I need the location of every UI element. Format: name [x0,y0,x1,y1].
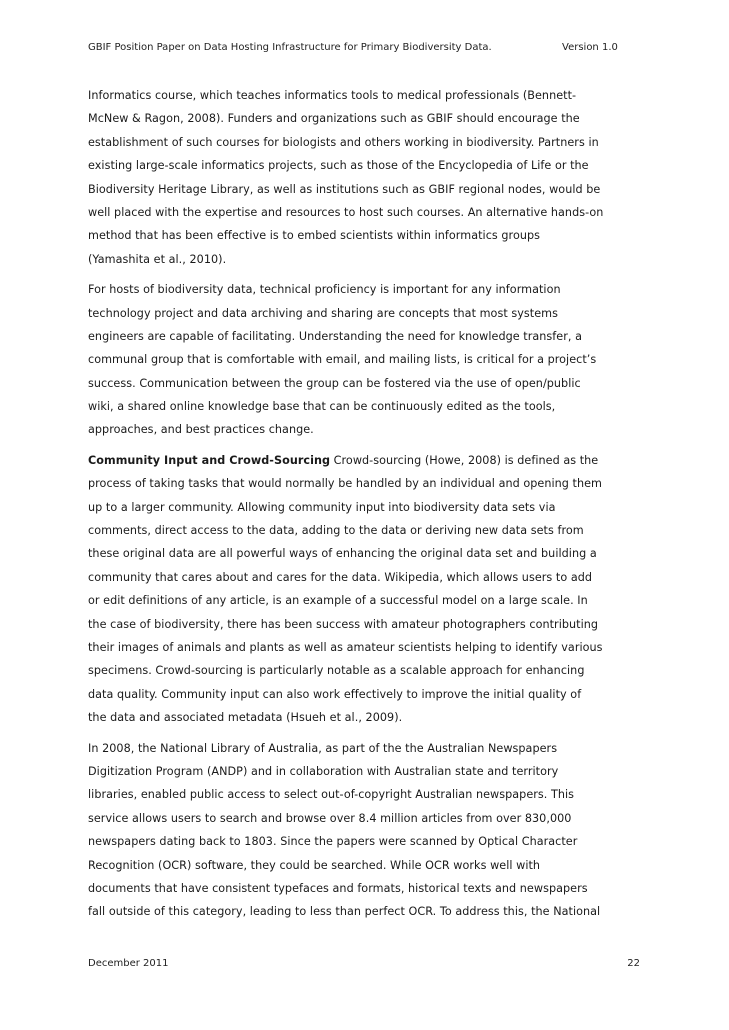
text-line: or edit definitions of any article, is an example of a successful model on a large scale. In [88,594,588,608]
footer-date: December 2011 [88,958,169,969]
text-line: approaches, and best practices change. [88,423,314,437]
section-heading: Community Input and Crowd-Sourcing [88,453,331,467]
text-line: the data and associated metadata (Hsueh et al., 2009). [88,711,403,725]
text-line: well placed with the expertise and resources to host such courses. An alternative hands-on [88,205,604,219]
text-line: Biodiversity Heritage Library, as well as institutions such as GBIF regional nodes, would be [88,182,601,196]
text-line: For hosts of biodiversity data, technical proficiency is important for any information [88,283,561,297]
text-line: data quality. Community input can also work effectively to improve the initial quality of [88,687,582,701]
text-line: Informatics course, which teaches informatics tools to medical professionals (Bennett- [88,89,577,102]
paragraph-1 [88,84,648,271]
page-footer [88,958,640,969]
header-title: GBIF Position Paper on Data Hosting Infrastructure for Primary Biodiversity Data. [88,42,492,53]
text-fragment: Crowd-sourcing (Howe, 2008) is defined as the [330,453,599,467]
text-line: the case of biodiversity, there has been success with amateur photographers contributing [88,617,599,631]
text-line: (Yamashita et al., 2010). [88,252,227,266]
text-line: communal group that is comfortable with email, and mailing lists, is critical for a project’s [88,353,597,367]
text-line: technology project and data archiving and sharing are concepts that most systems [88,306,558,320]
paragraph-2 [88,278,648,442]
text-line: specimens. Crowd-sourcing is particularly notable as a scalable approach for enhancing [88,664,585,678]
text-line: existing large-scale informatics projects, such as those of the Encyclopedia of Life or the [88,159,589,173]
text-line: libraries, enabled public access to select out-of-copyright Australian newspapers. This [88,788,575,802]
text-line: fall outside of this category, leading to less than perfect OCR. To address this, the National [88,905,601,919]
text-line: establishment of such courses for biologists and others working in biodiversity. Partners in [88,135,599,149]
text-line: process of taking tasks that would normally be handled by an individual and opening them [88,477,603,491]
header-version: Version 1.0 [562,42,618,53]
text-line: Recognition (OCR) software, they could be searched. While OCR works well with [88,858,541,872]
text-line: documents that have consistent typefaces and formats, historical texts and newspapers [88,881,588,895]
text-line: up to a larger community. Allowing community input into biodiversity data sets via [88,500,556,514]
paragraph-4 [88,737,648,924]
text-line [88,449,648,472]
page-number: 22 [627,958,640,969]
text-line: engineers are capable of facilitating. Understanding the need for knowledge transfer, a [88,329,582,343]
text-line: success. Communication between the group can be fostered via the use of open/public [88,376,581,390]
body-text [88,84,648,931]
text-line: these original data are all powerful ways of enhancing the original data set and building a [88,547,597,561]
text-line: community that cares about and cares for the data. Wikipedia, which allows users to add [88,570,593,584]
text-line: service allows users to search and browse over 8.4 million articles from over 830,000 [88,811,572,825]
text-line: McNew & Ragon, 2008). Funders and organizations such as GBIF should encourage the [88,112,580,126]
page-header [88,42,648,53]
text-line: comments, direct access to the data, adding to the data or deriving new data sets from [88,524,584,538]
text-line: method that has been effective is to embed scientists within informatics groups [88,229,541,243]
text-line: Digitization Program (ANDP) and in collaboration with Australian state and territory [88,764,559,778]
paragraph-3 [88,449,648,730]
text-line: wiki, a shared online knowledge base that can be continuously edited as the tools, [88,400,556,414]
text-line: their images of animals and plants as well as amateur scientists helping to identify various [88,640,603,654]
text-line: In 2008, the National Library of Australia, as part of the the Australian Newspapers [88,741,558,755]
text-line: newspapers dating back to 1803. Since the papers were scanned by Optical Character [88,835,578,849]
